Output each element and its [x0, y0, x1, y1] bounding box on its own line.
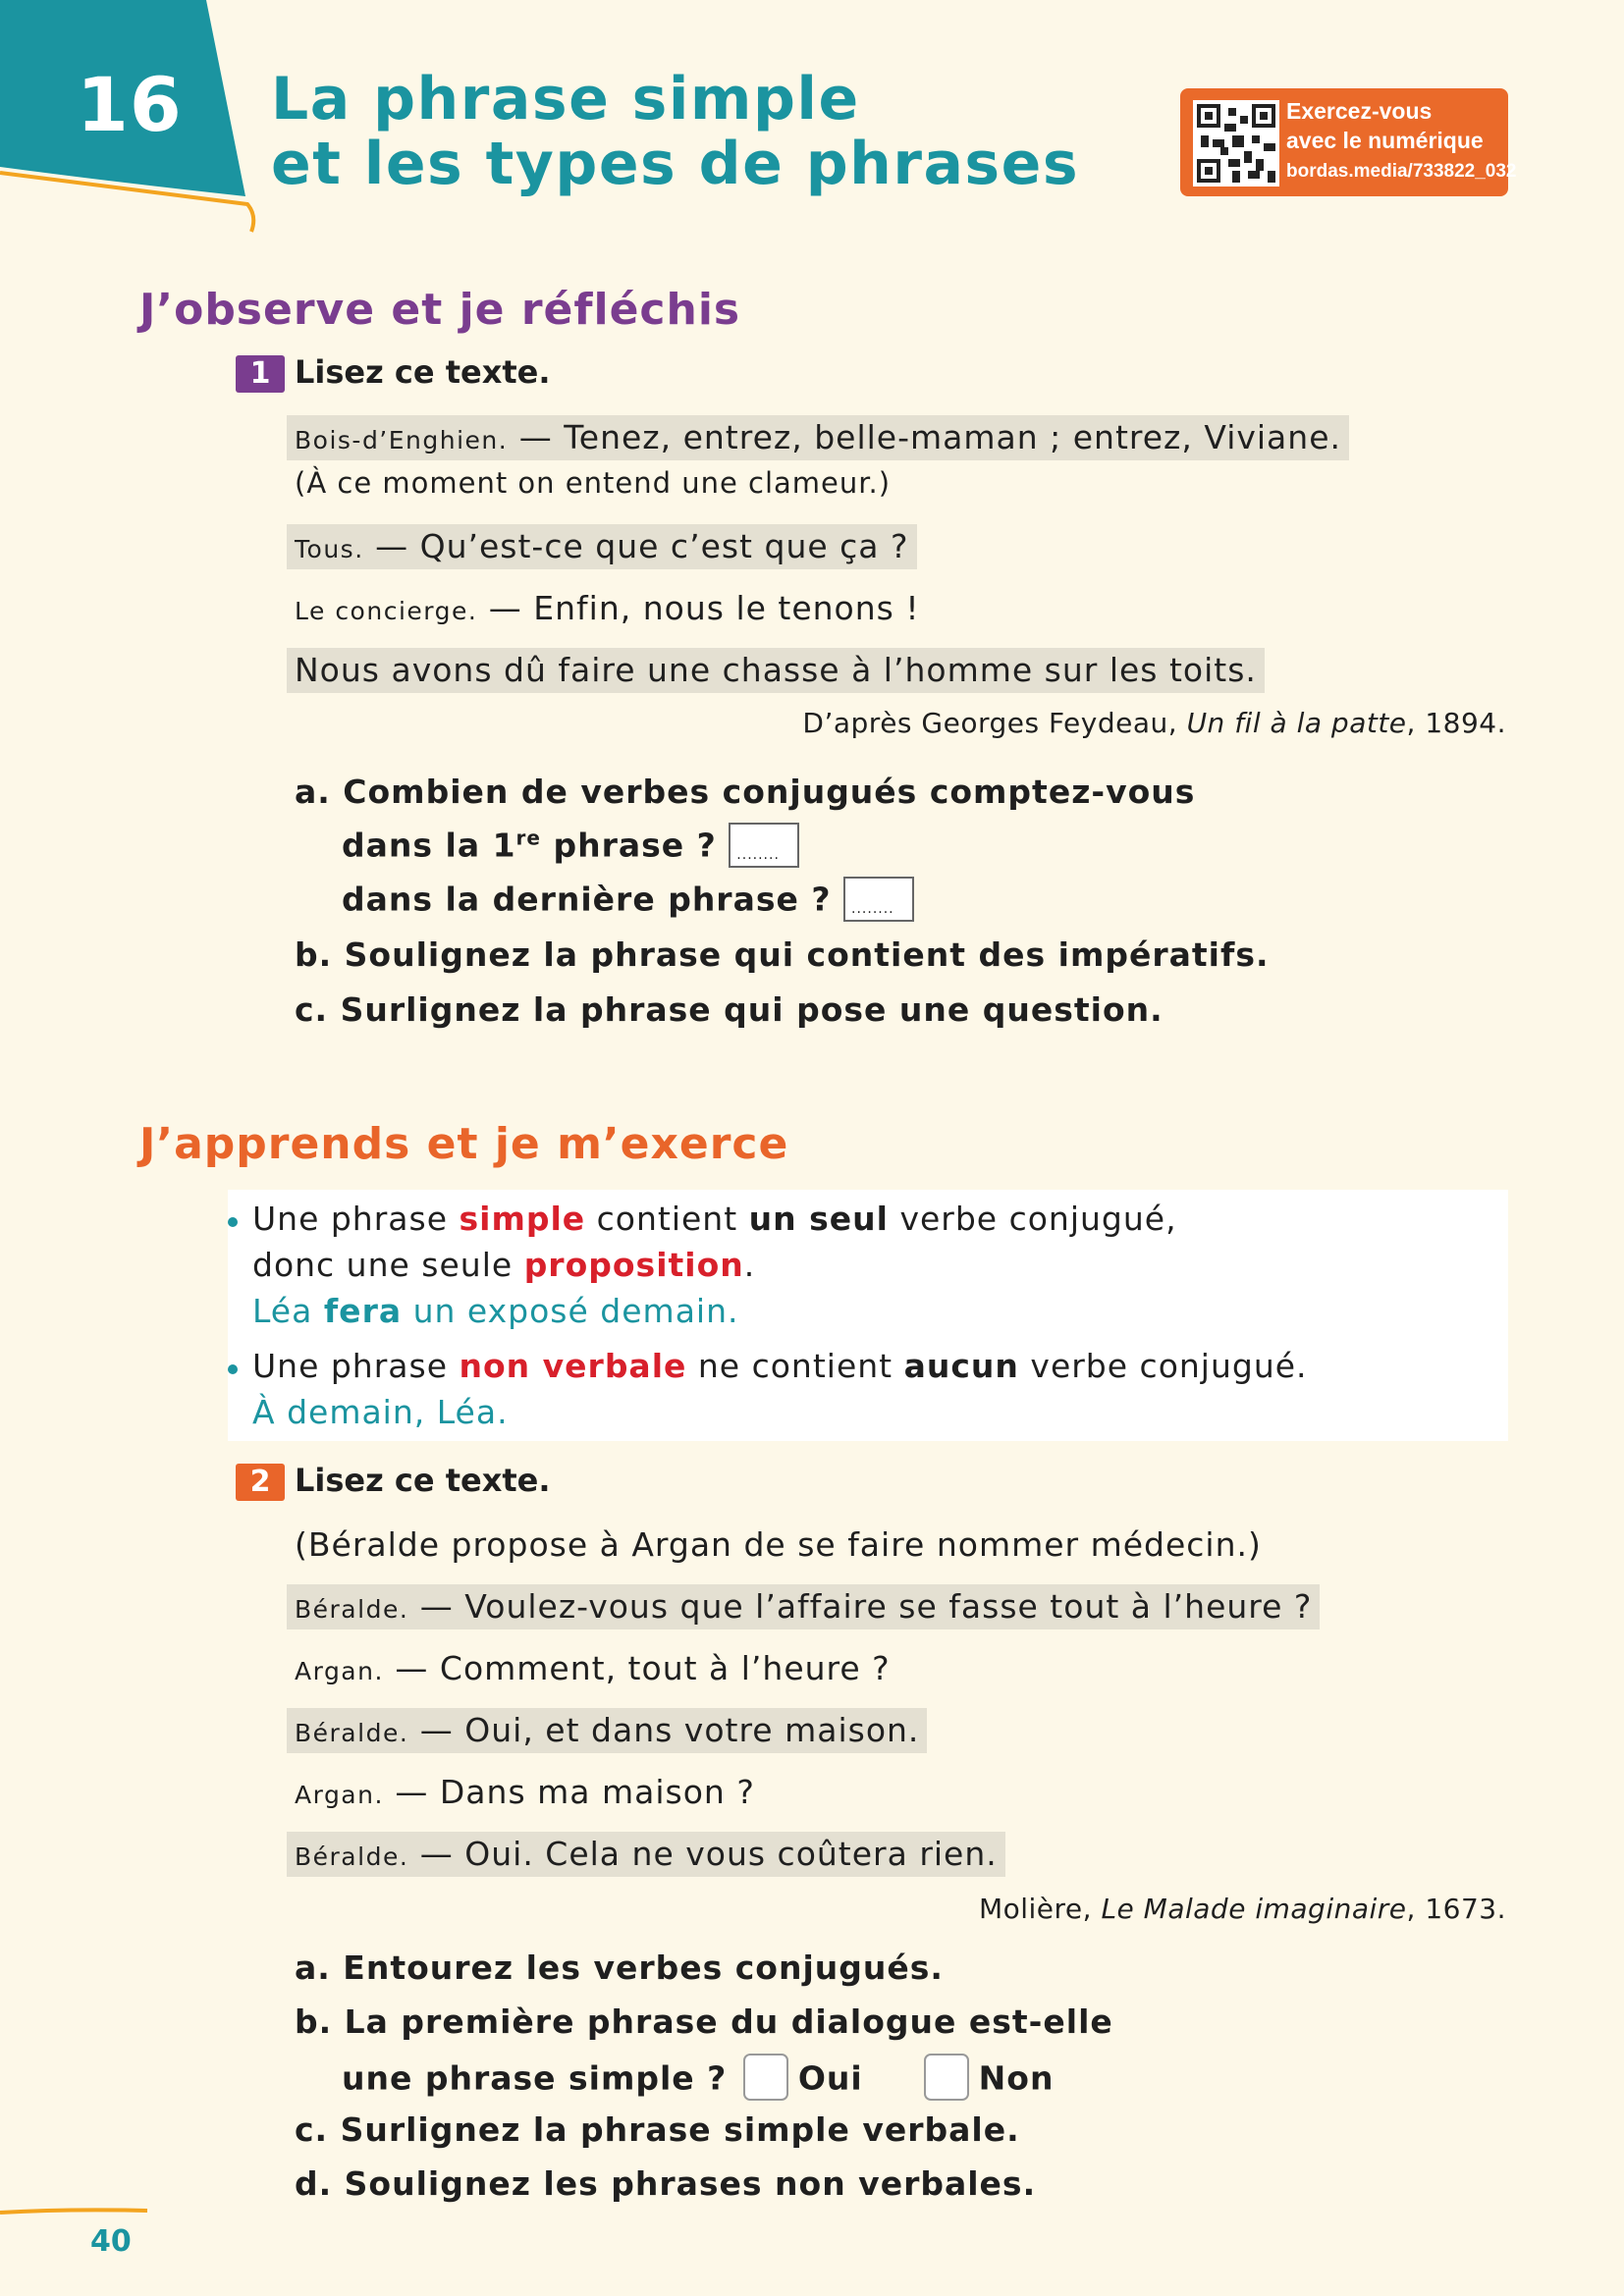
lesson-rule-2: Une phrase non verbale ne contient aucun verbe conjugué.	[252, 1347, 1308, 1385]
lesson-rule-1-cont: donc une seule proposition.	[252, 1246, 756, 1284]
lesson-example-1: Léa fera un exposé demain.	[252, 1292, 739, 1330]
lesson-panel	[228, 1190, 1508, 1441]
answer-box[interactable]	[729, 823, 799, 868]
question-b-cont: une phrase simple ? Oui Non	[342, 2056, 1054, 2104]
checkbox-non[interactable]	[924, 2054, 969, 2101]
section-heading-learn: J’apprends et je m’exerce	[139, 1119, 789, 1169]
source-citation: D’après Georges Feydeau, Un fil à la patte, 1894.	[802, 707, 1506, 739]
text-intro: (Béralde propose à Argan de se faire nommer médecin.)	[295, 1525, 1262, 1564]
question-c: c. Surlignez la phrase simple verbale.	[295, 2110, 1020, 2149]
text-line: Béralde. — Oui, et dans votre maison.	[287, 1708, 927, 1753]
question-a1: dans la 1re phrase ? ........	[342, 825, 799, 870]
lesson-example-2: À demain, Léa.	[252, 1393, 509, 1431]
question-b: b. La première phrase du dialogue est-elle	[295, 2002, 1113, 2041]
exercise-number-1: 1	[236, 355, 285, 393]
lesson-rule-1: Une phrase simple contient un seul verbe conjugué,	[252, 1200, 1177, 1238]
source-citation: Molière, Le Malade imaginaire, 1673.	[978, 1893, 1506, 1925]
digital-exercise-badge[interactable]	[1180, 88, 1517, 196]
bullet-icon	[228, 1217, 238, 1227]
text-line: Béralde. — Oui. Cela ne vous coûtera rien.	[287, 1832, 1005, 1877]
text-line: Argan. — Dans ma maison ?	[295, 1773, 755, 1811]
exercise-number-2: 2	[236, 1464, 285, 1501]
qr-code-icon	[1193, 100, 1279, 187]
question-a2: dans la dernière phrase ? ........	[342, 879, 914, 924]
question-a: a. Entourez les verbes conjugués.	[295, 1949, 944, 1987]
text-line: Béralde. — Voulez-vous que l’affaire se fasse tout à l’heure ?	[287, 1584, 1320, 1629]
question-c: c. Surlignez la phrase qui pose une question.	[295, 990, 1164, 1029]
exercise-2-instruction: Lisez ce texte.	[295, 1462, 551, 1499]
footer-accent-line	[0, 2207, 157, 2218]
text-line: Tous. — Qu’est-ce que c’est que ça ?	[287, 524, 917, 569]
answer-box[interactable]	[843, 877, 914, 922]
question-d: d. Soulignez les phrases non verbales.	[295, 2164, 1037, 2203]
text-line: Argan. — Comment, tout à l’heure ?	[295, 1649, 891, 1687]
stage-direction: (À ce moment on entend une clameur.)	[295, 466, 892, 500]
question-b: b. Soulignez la phrase qui contient des impératifs.	[295, 935, 1270, 974]
checkbox-oui[interactable]	[743, 2054, 788, 2101]
page-title-line1: La phrase simple	[271, 65, 860, 133]
text-line: Nous avons dû faire une chasse à l’homme sur les toits.	[287, 648, 1265, 693]
page-number: 40	[90, 2224, 132, 2259]
exercise-1-instruction: Lisez ce texte.	[295, 353, 551, 391]
chapter-number: 16	[77, 61, 183, 148]
badge-line2: avec le numérique	[1286, 128, 1484, 153]
bullet-icon	[228, 1364, 238, 1374]
section-heading-observe: J’observe et je réfléchis	[139, 285, 741, 335]
text-line: Bois-d’Enghien. — Tenez, entrez, belle-maman ; entrez, Viviane.	[287, 415, 1349, 460]
page-title-line2: et les types de phrases	[271, 130, 1080, 198]
text-line: Le concierge. — Enfin, nous le tenons !	[295, 589, 920, 627]
question-a: a. Combien de verbes conjugués comptez-vous	[295, 773, 1196, 811]
badge-line1: Exercez-vous	[1286, 98, 1433, 124]
badge-link[interactable]: bordas.media/733822_032	[1286, 161, 1517, 182]
